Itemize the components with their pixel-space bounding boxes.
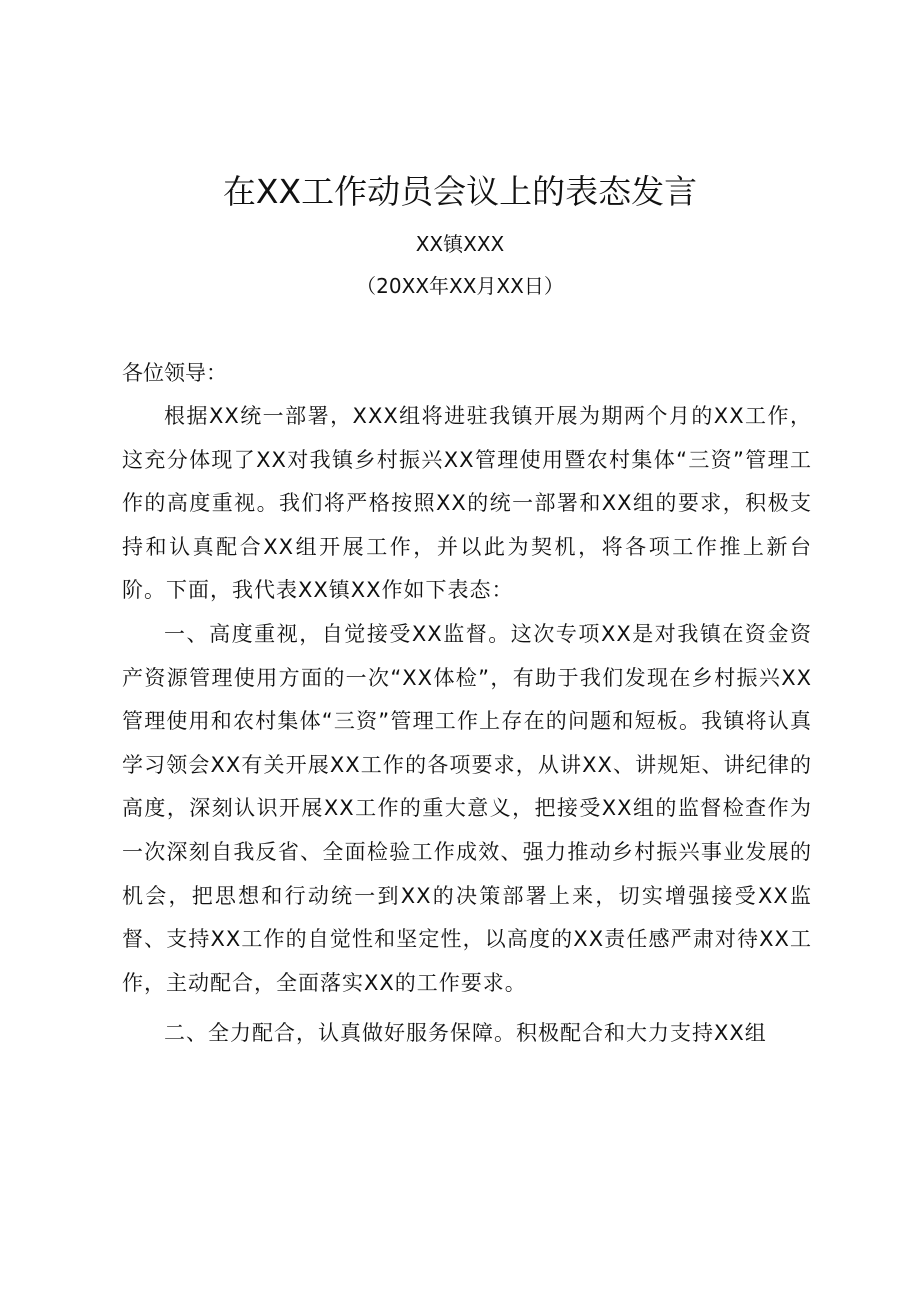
paragraph-intro: 根据XX统一部署，XXX组将进驻我镇开展为期两个月的XX工作，这充分体现了XX对我镇乡村振兴XX管理使用暨农村集体“三资”管理工作的高度重视。我们将严格按照XX的统一部署和XX组的要求，积极支持和认真配合XX组开展工作，并以此为契机，将各项工作推上新台阶。下面，我代表XX镇XX作如下表态： xyxy=(122,404,812,603)
document-date: （20XX年XX月XX日） xyxy=(356,274,564,298)
paragraph-section-one: 一、高度重视，自觉接受XX监督。这次专项XX是对我镇在资金资产资源管理使用方面的一次“XX体检”，有助于我们发现在乡村振兴XX管理使用和农村集体“三资”管理工作上存在的问题和短板。我镇将认真学习领会XX有关开展XX工作的各项要求，从讲XX、讲规矩、讲纪律的高度，深刻认识开展XX工作的重大意义，把接受XX组的监督检查作为一次深刻自我反省、全面检验工作成效、强力推动乡村振兴事业发展的机会，把思想和行动统一到XX的决策部署上来，切实增强接受XX监督、支持XX工作的自觉性和坚定性，以高度的XX责任感严肃对待XX工作，主动配合，全面落实XX的工作要求。 xyxy=(122,622,812,995)
document-title: 在XX工作动员会议上的表态发言 xyxy=(222,172,698,211)
salutation: 各位领导： xyxy=(122,361,227,385)
paragraph-section-two: 二、全力配合，认真做好服务保障。积极配合和大力支持XX组 xyxy=(164,1021,767,1045)
document-author: XX镇XXX xyxy=(415,232,505,256)
